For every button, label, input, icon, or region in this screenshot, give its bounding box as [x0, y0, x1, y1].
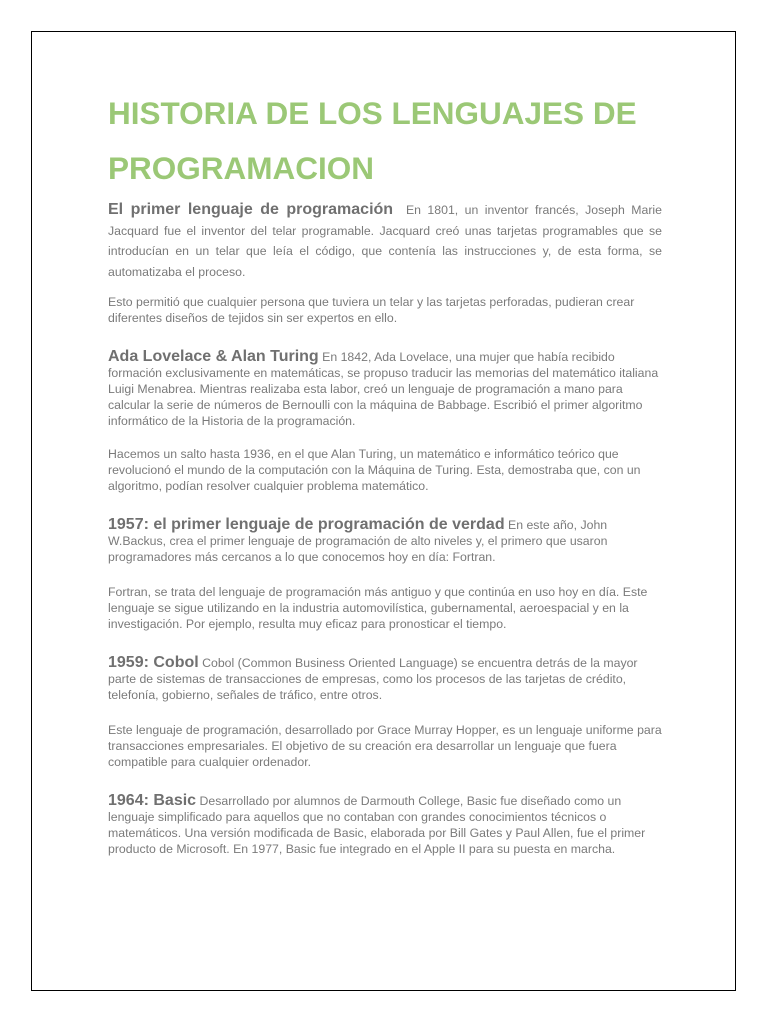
section-heading: 1959: Cobol	[108, 654, 199, 671]
section-lovelace-turing	[108, 349, 662, 429]
section-heading: 1964: Basic	[108, 792, 197, 809]
section-heading: El primer lenguaje de programación	[108, 201, 394, 218]
section-text: Cobol (Common Business Oriented Language) se encuentra detrás de la mayor parte de sistemas de transacciones de empresas, como los procesos de las tarjetas de crédito, telefonía, gobierno, señales de tráfico, entre otros.	[108, 656, 638, 702]
section-cobol	[108, 655, 662, 703]
section-basic	[108, 793, 662, 857]
section-jacquard	[108, 200, 662, 282]
section-text: En este año, John W.Backus, crea el primer lenguaje de programación de alto niveles y, el primero que usaron programadores más cercanos a lo que conocemos hoy en día: Fortran.	[108, 518, 608, 564]
document-page	[31, 31, 736, 991]
section-text: En 1801, un inventor francés, Joseph Marie Jacquard fue el inventor del telar programable. Jacquard creó unas tarjetas programables que se introducían en un telar que leía el código, que contenía las instrucciones y, de esta forma, se automatizaba el proceso.	[108, 203, 662, 279]
section-followup: Este lenguaje de programación, desarrollado por Grace Murray Hopper, es un lenguaje uniforme para transacciones empresariales. El objetivo de su creación era desarrollar un lenguaje que fuera compatible para cualquier ordenador.	[108, 723, 662, 769]
section-followup: Esto permitió que cualquier persona que tuviera un telar y las tarjetas perforadas, pudieran crear diferentes diseños de tejidos sin ser expertos en ello.	[108, 295, 635, 325]
section-heading: 1957: el primer lenguaje de programación de verdad	[108, 516, 505, 533]
section-text: En 1842, Ada Lovelace, una mujer que había recibido formación exclusivamente en matemáticas, se propuso traducir las memorias del matemático italiana Luigi Menabrea. Mientras realizaba esta labor, creó un lenguaje de programación a mano para calcular la serie de números de Bernoulli con la máquina de Babbage. Escribió el primer algoritmo informático de la Historia de la programación.	[108, 350, 659, 428]
section-followup: Hacemos un salto hasta 1936, en el que Alan Turing, un matemático e informático teórico que revolucionó el mundo de la computación con la Máquina de Turing. Esta, demostraba que, con un algoritmo, podían resolver cualquier problema matemático.	[108, 447, 641, 493]
title-line-1: HISTORIA DE LOS LENGUAJES DE	[108, 95, 637, 131]
document-title	[108, 86, 662, 196]
section-heading: Ada Lovelace & Alan Turing	[108, 348, 319, 365]
section-text: Desarrollado por alumnos de Darmouth College, Basic fue diseñado como un lenguaje simplificado para aquellos que no contaban con grandes conocimientos técnicos o matemáticos. Una versión modificada de Basic, elaborada por Bill Gates y Paul Allen, fue el primer producto de Microsoft. En 1977, Basic fue integrado en el Apple II para su puesta en marcha.	[108, 794, 646, 856]
document-content	[108, 86, 662, 857]
section-followup: Fortran, se trata del lenguaje de programación más antiguo y que continúa en uso hoy en día. Este lenguaje se sigue utilizando en la industria automovilística, gubernamental, aeroespacial y en la investigación. Por ejemplo, resulta muy eficaz para pronosticar el tiempo.	[108, 585, 648, 631]
section-fortran	[108, 517, 662, 565]
title-line-2: PROGRAMACION	[108, 150, 374, 186]
